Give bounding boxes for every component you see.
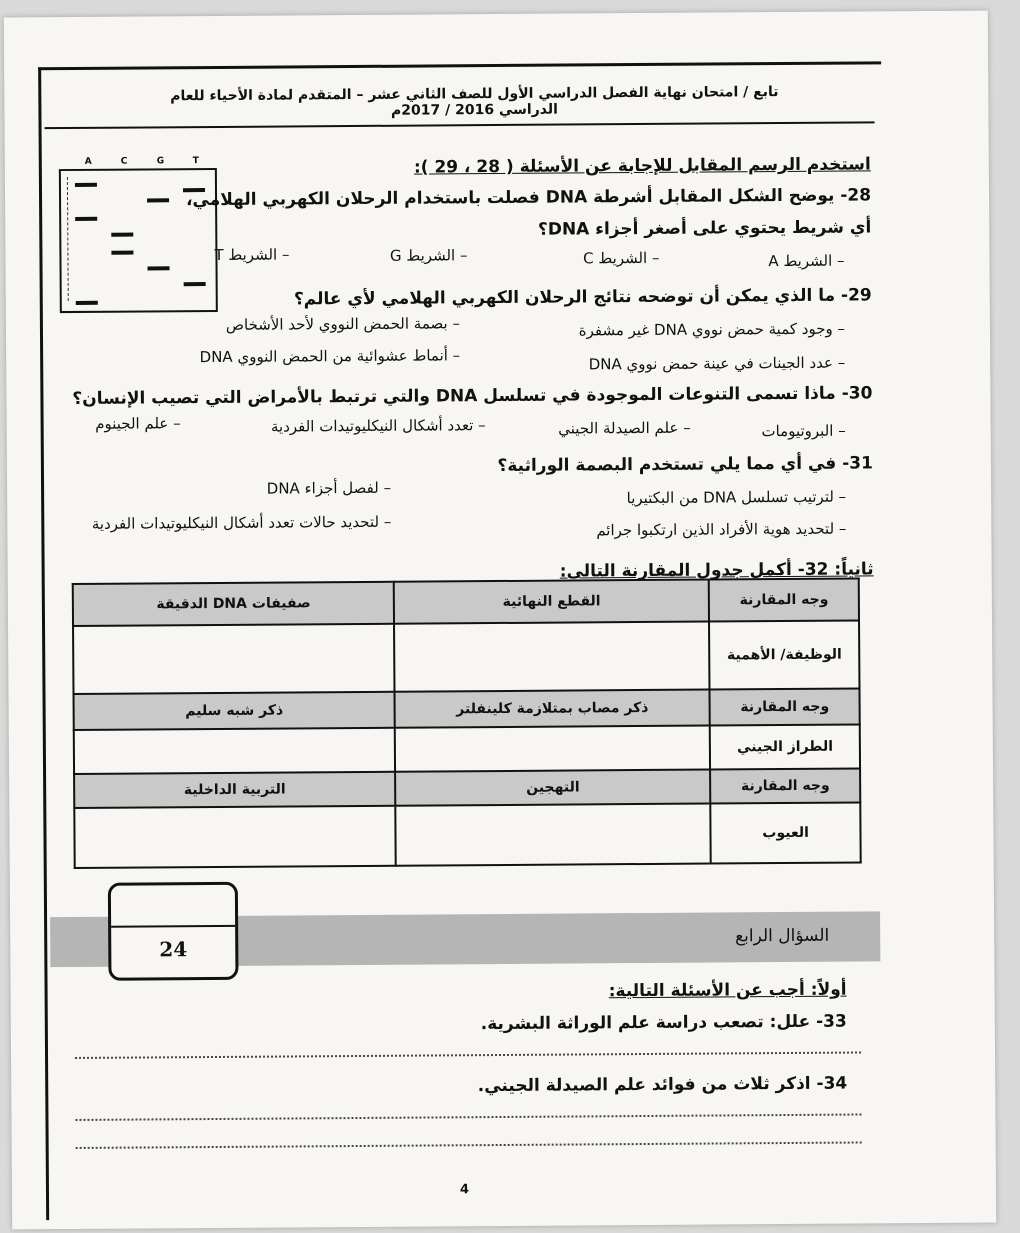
- page-number: 4: [459, 1182, 470, 1198]
- table-cell: التهجين: [395, 770, 710, 806]
- gel-band: [184, 282, 206, 286]
- table-row: [74, 724, 860, 773]
- q31-option-3[interactable]: – لتحديد هوية الأفراد الذين ارتكبوا جرائم: [596, 519, 847, 540]
- answer-cell[interactable]: [74, 728, 395, 774]
- table-row: [73, 578, 859, 625]
- q34-text: 34- اذكر ثلاث من فوائد علم الصيدلة الجيني.: [477, 1073, 848, 1097]
- gel-lane-label-t: T: [192, 156, 199, 167]
- instruction-text: استخدم الرسم المقابل للإجابة عن الأسئلة ( 28 ، 29 ):: [413, 154, 871, 178]
- answer-cell[interactable]: [395, 804, 711, 866]
- answer-cell[interactable]: [73, 624, 395, 694]
- gel-band: [76, 301, 98, 305]
- table-cell: الوظيفة/ الأهمية: [709, 620, 859, 689]
- table-cell: ذكر شبه سليم: [74, 692, 395, 730]
- answer-cell[interactable]: [74, 806, 396, 868]
- q30-option-1[interactable]: – البروتيومات: [761, 421, 846, 441]
- table-row: [74, 802, 860, 867]
- exam-header: تابع / امتحان نهاية الفصل الدراسي الأول للصف الثاني عشر – المتقدم لمادة الأحياء للعام الدراسي 2016 / 2017م: [170, 84, 779, 119]
- q29-option-1[interactable]: – وجود كمية حمض نووي DNA غير مشفرة: [578, 319, 846, 340]
- gel-lane-label-a: A: [84, 156, 92, 167]
- table-cell: الطراز الجيني: [710, 724, 860, 769]
- table-cell: وجه المقارنة: [710, 688, 860, 725]
- q28-option-c[interactable]: – الشريط C: [583, 248, 660, 268]
- answer-cell[interactable]: [394, 622, 710, 692]
- q28-option-g[interactable]: – الشريط G: [389, 246, 468, 265]
- section-title: السؤال الرابع: [735, 925, 830, 947]
- gel-lane-label-c: C: [120, 156, 128, 167]
- q28-line2: أي شريط يحتوي على أصغر أجزاء DNA؟: [537, 217, 872, 240]
- answer-cell[interactable]: [395, 726, 710, 772]
- exam-page: [4, 11, 996, 1230]
- gel-band: [111, 251, 133, 255]
- table-cell: صفيفات DNA الدقيقة: [73, 582, 394, 626]
- score-divider: [111, 925, 235, 928]
- gel-band: [111, 233, 133, 237]
- table-row: [73, 620, 859, 693]
- q30-option-2[interactable]: – علم الصيدلة الجيني: [558, 418, 691, 438]
- q30-option-3[interactable]: – تعدد أشكال النيكليوتيدات الفردية: [270, 416, 486, 436]
- q30-stem: 30- ماذا تسمى التنوعات الموجودة في تسلسل DNA والتي ترتبط بالأمراض التي تصيب الإنسان؟: [72, 383, 873, 409]
- q32-title: ثانياً: 32- أكمل جدول المقارنة التالي:: [559, 559, 874, 582]
- table-cell: التربية الداخلية: [74, 772, 395, 808]
- q31-option-2[interactable]: – لفصل أجزاء DNA: [266, 478, 392, 498]
- table-row: [74, 768, 860, 807]
- q29-option-2[interactable]: – بصمة الحمض النووي لأحد الأشخاص: [225, 314, 460, 334]
- gel-band: [75, 183, 97, 187]
- part1-title: أولاً: أجب عن الأسئلة التالية:: [608, 979, 847, 1002]
- table-cell: ذكر مصاب بمتلازمة كلينفلتر: [395, 690, 710, 728]
- table-cell: العيوب: [711, 802, 861, 863]
- q31-stem: 31- في أي مما يلي تستخدم البصمة الوراثية؟: [497, 453, 873, 477]
- gel-band: [147, 198, 169, 202]
- q28-line1: 28- يوضح الشكل المقابل أشرطة DNA فصلت باستخدام الرحلان الكهربي الهلامي،: [185, 185, 872, 211]
- gel-band: [148, 266, 170, 270]
- q29-option-4[interactable]: – أنماط عشوائية من الحمض النووي DNA: [199, 346, 461, 367]
- table-cell: وجه المقارنة: [709, 578, 859, 621]
- score-value: 24: [159, 937, 188, 962]
- q29-option-3[interactable]: – عدد الجينات في عينة حمض نووي DNA: [588, 353, 846, 374]
- q29-stem: 29- ما الذي يمكن أن توضحه نتائج الرحلان الكهربي الهلامي لأي عالم؟: [293, 285, 872, 310]
- gel-lane-label-g: G: [156, 156, 165, 167]
- q31-option-4[interactable]: – لتحديد حالات تعدد أشكال النيكليوتيدات الفردية: [91, 512, 392, 533]
- q28-option-t[interactable]: – الشريط T: [214, 245, 290, 264]
- table-cell: القطع النهائية: [394, 580, 709, 624]
- score-box: [108, 882, 239, 981]
- table-cell: وجه المقارنة: [710, 768, 860, 803]
- q28-option-a[interactable]: – الشريط A: [768, 251, 845, 271]
- table-row: [74, 688, 860, 729]
- gel-band: [75, 217, 97, 221]
- q31-option-1[interactable]: – لترتيب تسلسل DNA من البكتيريا: [626, 487, 847, 508]
- comparison-table: [72, 577, 862, 868]
- q30-option-4[interactable]: – علم الجينوم: [95, 414, 181, 433]
- q33-text: 33- علل: تصعب دراسة علم الوراثة البشرية.: [480, 1011, 847, 1035]
